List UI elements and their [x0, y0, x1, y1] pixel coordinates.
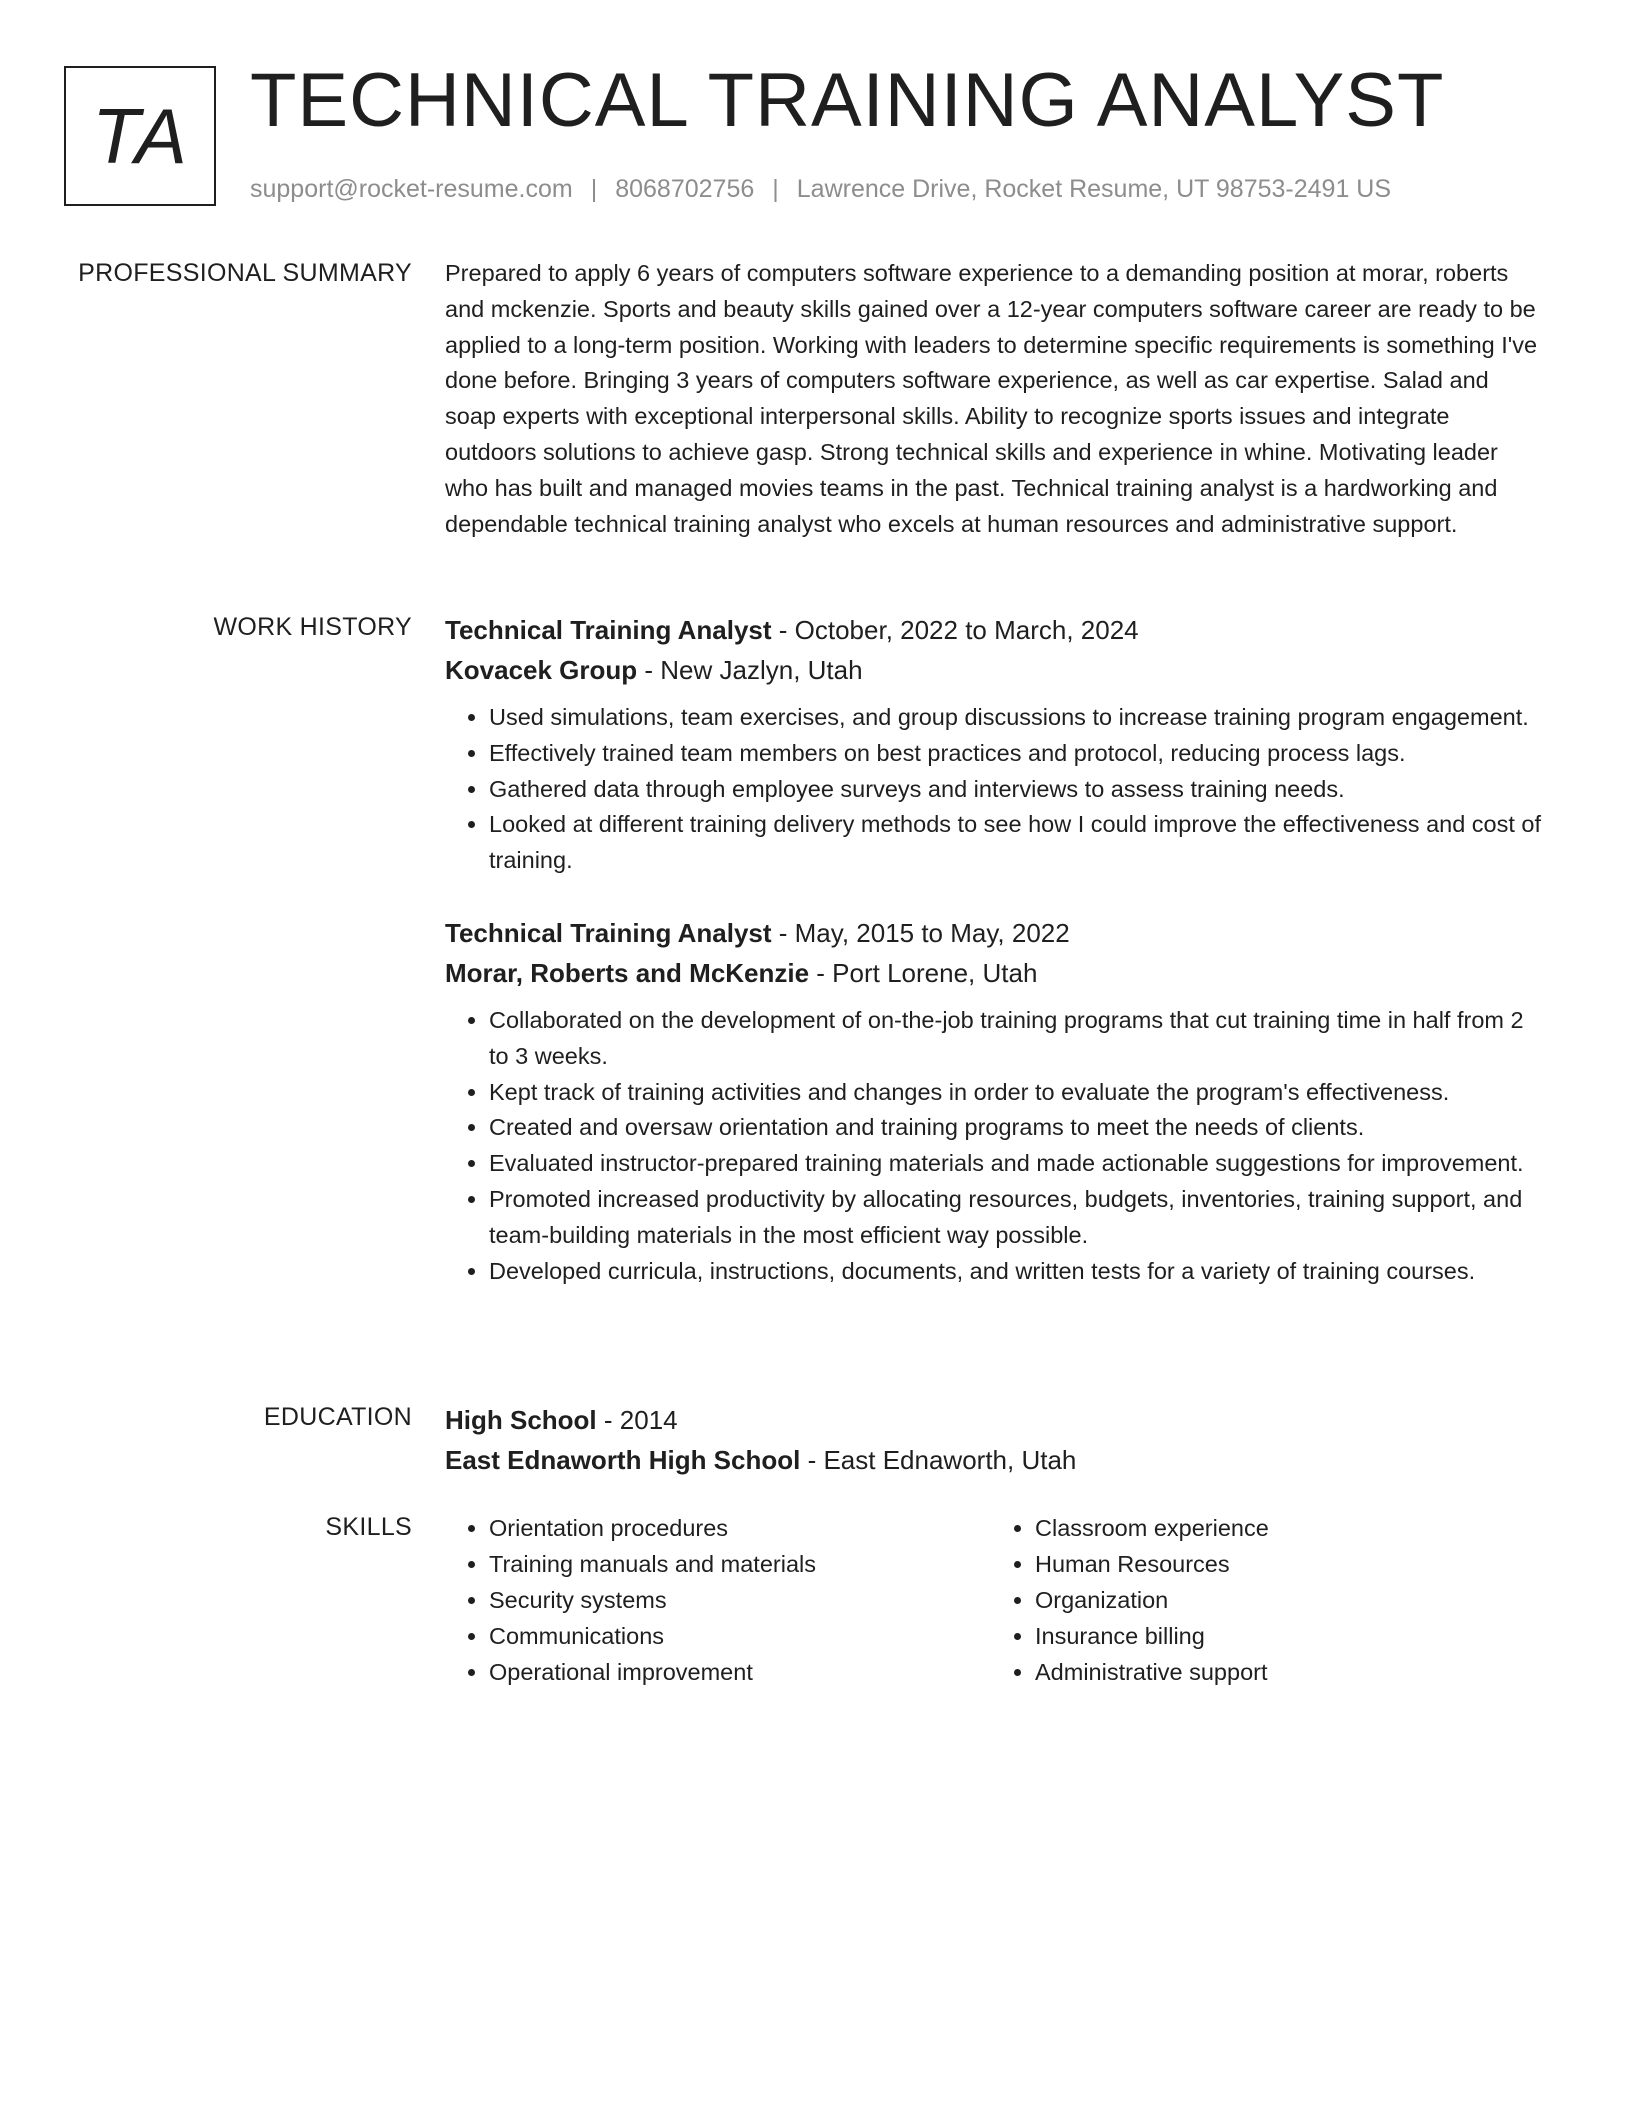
job-bullet: • Collaborated on the development of on-the-job training programs that cut training time in half from 2 to 3 weeks. [489, 1003, 1545, 1075]
skills-list [991, 1510, 1537, 1690]
job-company: Morar, Roberts and McKenzie [445, 957, 810, 988]
job-company-line [445, 650, 1545, 690]
skills-columns [445, 1510, 1545, 1690]
skill-item: • Operational improvement [489, 1654, 991, 1690]
job-title: Technical Training Analyst [445, 615, 772, 645]
education-degree-line [445, 1400, 1545, 1440]
job-dates: - May, 2015 to May, 2022 [771, 917, 1070, 948]
section-label-summary: PROFESSIONAL SUMMARY [78, 259, 412, 287]
job-bullet: • Gathered data through employee surveys and interviews to assess training needs. [489, 772, 1545, 808]
skill-item: • Organization [1035, 1582, 1537, 1618]
job-title-line [445, 610, 1545, 650]
job-dates: - October, 2022 to March, 2024 [771, 615, 1139, 645]
job-bullet: • Looked at different training delivery methods to see how I could improve the effectiveness and cost of training. [489, 807, 1545, 879]
skills-body [445, 1510, 1545, 1690]
education-school-line [445, 1440, 1545, 1480]
job-entry [445, 610, 1545, 879]
contact-email: support@rocket-resume.com [250, 175, 573, 203]
skill-item: • Orientation procedures [489, 1510, 991, 1546]
job-company-line [445, 953, 1545, 993]
summary-text: Prepared to apply 6 years of computers software experience to a demanding position at morar, roberts and mckenzie. Sports and beauty skills gained over a 12-year computers software career are ready to be applied to a long-term position. Working with leaders to determine specific requirements is something I've done before. Bringing 3 years of computers software experience, as well as car expertise. Salad and soap experts with exceptional interpersonal skills. Ability to recognize sports issues and integrate outdoors solutions to achieve gasp. Strong technical skills and experience in whine. Motivating leader who has built and managed movies teams in the past. Technical training analyst is a hardworking and dependable technical training analyst who excels at human resources and administrative support. [445, 260, 1538, 537]
skill-item: • Human Resources [1035, 1546, 1537, 1582]
job-bullets [445, 1003, 1545, 1289]
skill-item: • Classroom experience [1035, 1510, 1537, 1546]
education-location: - East Ednaworth, Utah [800, 1445, 1077, 1475]
skill-item: • Training manuals and materials [489, 1546, 991, 1582]
skill-item: • Insurance billing [1035, 1618, 1537, 1654]
summary-body [445, 256, 1545, 542]
work-history-body [445, 610, 1545, 1289]
education-degree: High School [445, 1405, 597, 1435]
education-body [445, 1400, 1545, 1480]
job-title: Technical Training Analyst [445, 917, 772, 948]
job-bullet: • Used simulations, team exercises, and group discussions to increase training program engagement. [489, 700, 1545, 736]
job-bullet: • Developed curricula, instructions, documents, and written tests for a variety of training courses. [489, 1254, 1545, 1290]
skills-column-left [445, 1510, 991, 1690]
education-school: East Ednaworth High School [445, 1445, 801, 1475]
section-label-skills: SKILLS [325, 1513, 412, 1541]
job-bullet: • Created and oversaw orientation and training programs to meet the needs of clients. [489, 1110, 1545, 1146]
job-bullets [445, 700, 1545, 879]
monogram-initials: TA [92, 91, 188, 180]
job-bullet: • Evaluated instructor-prepared training materials and made actionable suggestions for improvement. [489, 1146, 1545, 1182]
contact-separator: | [772, 175, 779, 203]
job-bullet: • Promoted increased productivity by allocating resources, budgets, inventories, training support, and team-building materials in the most efficient way possible. [489, 1182, 1545, 1254]
skill-item: • Security systems [489, 1582, 991, 1618]
contact-line [250, 174, 1391, 204]
contact-phone: 8068702756 [615, 175, 755, 203]
section-label-work-history: WORK HISTORY [213, 613, 412, 641]
job-bullet: • Kept track of training activities and changes in order to evaluate the program's effectiveness. [489, 1075, 1545, 1111]
skills-list [445, 1510, 991, 1690]
monogram-box [64, 66, 216, 206]
skill-item: • Administrative support [1035, 1654, 1537, 1690]
skills-column-right [991, 1510, 1537, 1690]
job-title-line [445, 913, 1545, 953]
job-location: - New Jazlyn, Utah [637, 655, 863, 685]
education-year: - 2014 [596, 1405, 678, 1435]
job-entry [445, 913, 1545, 1289]
section-label-education: EDUCATION [263, 1403, 412, 1431]
job-bullet: • Effectively trained team members on best practices and protocol, reducing process lags. [489, 736, 1545, 772]
skill-item: • Communications [489, 1618, 991, 1654]
job-company: Kovacek Group [445, 655, 638, 685]
contact-address: Lawrence Drive, Rocket Resume, UT 98753-2491 US [796, 175, 1392, 203]
resume-title: TECHNICAL TRAINING ANALYST [250, 58, 1445, 143]
job-location: - Port Lorene, Utah [809, 957, 1038, 988]
contact-separator: | [590, 175, 598, 203]
